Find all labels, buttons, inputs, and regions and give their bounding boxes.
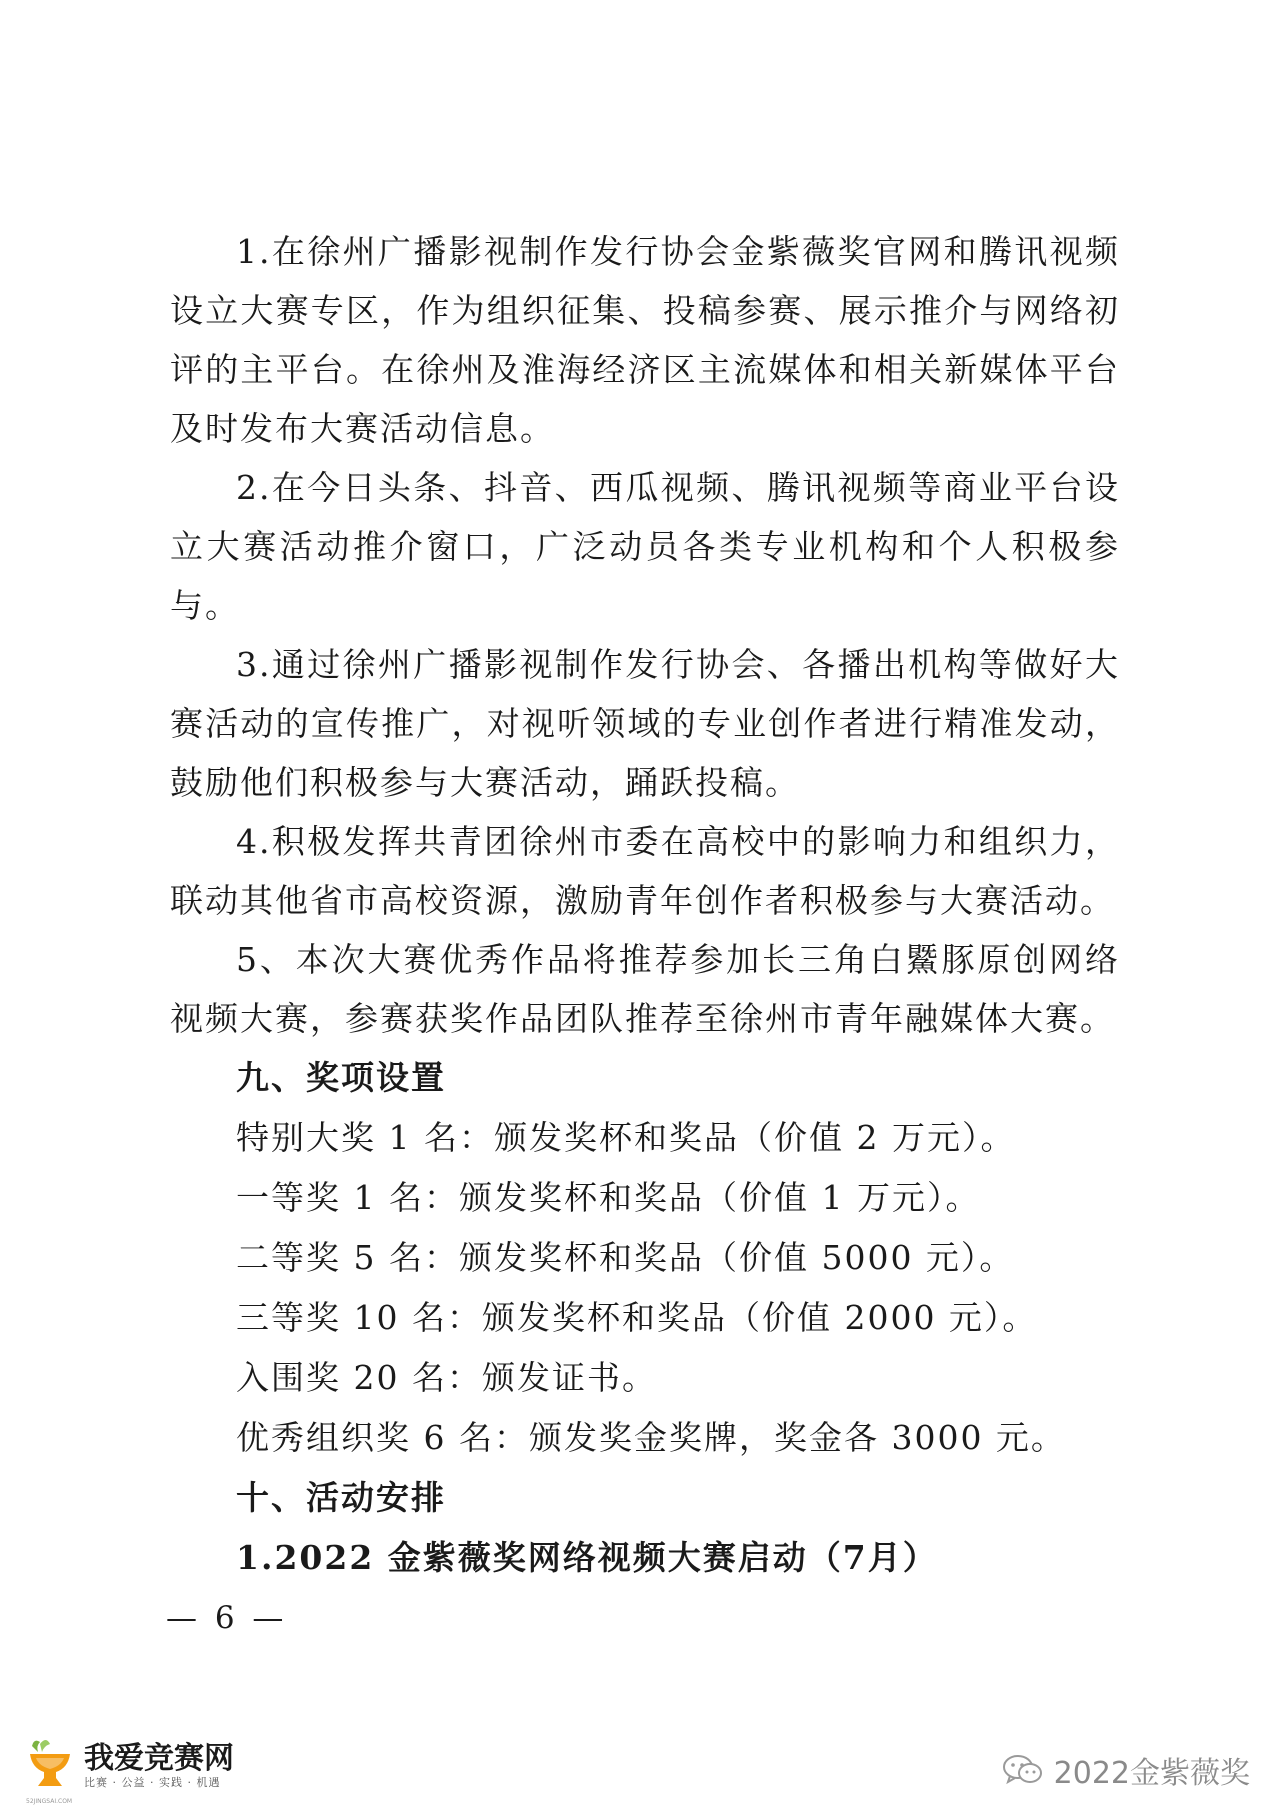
paragraph-5: 5、本次大赛优秀作品将推荐参加长三角白鱀豚原创网络视频大赛，参赛获奖作品团队推荐至徐州市青年融媒体大赛。 [170,940,1120,1038]
paragraph-4: 4.积极发挥共青团徐州市委在高校中的影响力和组织力，联动其他省市高校资源，激励青年创作者积极参与大赛活动。 [170,822,1120,920]
award-item: 入围奖 20 名：颁发证书。 [236,1358,657,1397]
logo-title: 我爱竞赛网 [84,1741,234,1776]
paragraph-2: 2.在今日头条、抖音、西瓜视频、腾讯视频等商业平台设立大赛活动推介窗口，广泛动员各类专业机构和个人积极参与。 [170,468,1120,625]
award-item: 一等奖 1 名：颁发奖杯和奖品（价值 1 万元）。 [236,1178,981,1217]
section-heading-schedule: 十、活动安排 [236,1478,446,1517]
section-heading-awards: 九、奖项设置 [236,1058,446,1097]
paragraph-3: 3.通过徐州广播影视制作发行协会、各播出机构等做好大赛活动的宣传推广，对视听领域的专业创作者进行精准发动，鼓励他们积极参与大赛活动，踊跃投稿。 [170,645,1120,802]
logo-text [84,1742,234,1790]
schedule-item-1: 1.2022 金紫薇奖网络视频大赛启动（7月） [236,1538,938,1577]
award-item: 三等奖 10 名：颁发奖杯和奖品（价值 2000 元）。 [236,1298,1038,1337]
document-body [170,222,1120,1588]
award-item: 二等奖 5 名：颁发奖杯和奖品（价值 5000 元）。 [236,1238,1015,1277]
site-logo[interactable] [26,1736,234,1805]
logo-subtitle: 比赛 · 公益 · 实践 · 机遇 [84,1776,221,1789]
wechat-icon [1002,1753,1044,1787]
watermark-text: 2022金紫薇奖 [1053,1756,1250,1791]
page-number: — 6 — [166,1600,288,1636]
paragraph-1: 1.在徐州广播影视制作发行协会金紫薇奖官网和腾讯视频设立大赛专区，作为组织征集、投稿参赛、展示推介与网络初评的主平台。在徐州及淮海经济区主流媒体和相关新媒体平台及时发布大赛活动信息。 [170,232,1120,448]
award-item: 优秀组织奖 6 名：颁发奖金奖牌，奖金各 3000 元。 [236,1418,1066,1457]
wechat-watermark [1002,1748,1250,1792]
award-item: 特别大奖 1 名：颁发奖杯和奖品（价值 2 万元）。 [236,1118,1016,1157]
logo-domain: 52JINGSAI.COM [26,1798,73,1805]
trophy-icon [26,1736,76,1805]
